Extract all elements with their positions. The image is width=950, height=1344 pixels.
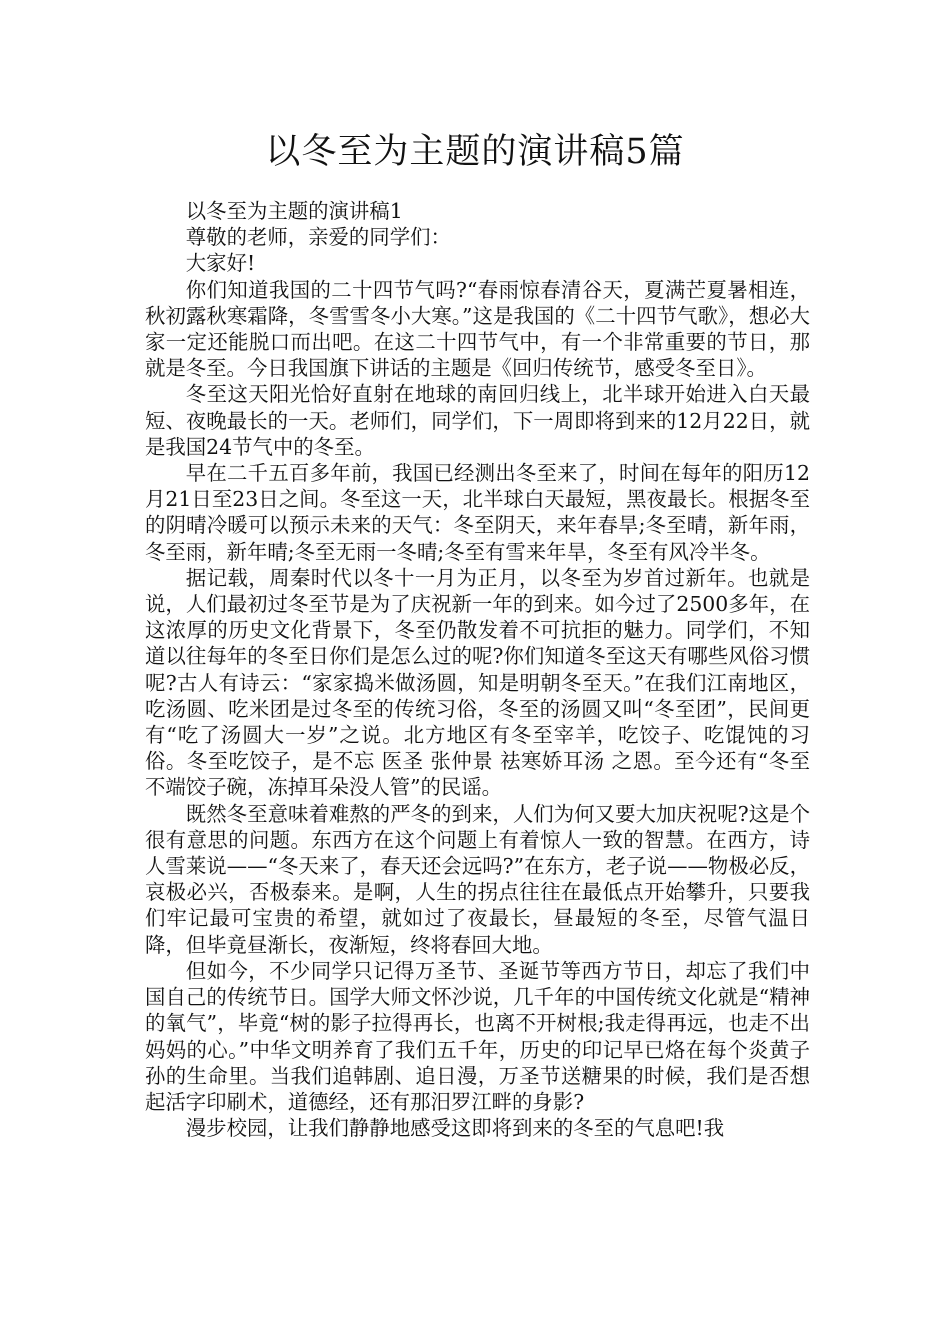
- salutation: 尊敬的老师，亲爱的同学们：: [185, 225, 451, 250]
- paragraph: 据记载，周秦时代以冬十一月为正月，以冬至为岁首过新年。也就是说，人们最初过冬至节是为了庆祝新一年的到来。如今过了2500多年，在这浓厚的历史文化背景下，冬至仍散发着不可抗拒的魅力。同学们，不知道以往每年的冬至日你们是怎么过的呢?你们知道冬至这天有哪些风俗习惯呢?古人有诗云：“家家捣米做汤圆，知是明朝冬至天。”在我们江南地区，吃汤圆、吃米团是过冬至的传统习俗，冬至的汤圆又叫“冬至团”，民间更有“吃了汤圆大一岁”之说。北方地区有冬至宰羊，吃饺子、吃馄饨的习俗。冬至吃饺子，是不忘 医圣 张仲景 祛寒娇耳汤 之恩。至今还有“冬至不端饺子碗，冻掉耳朵没人管”的民谣。: [145, 565, 810, 800]
- paragraph: 你们知道我国的二十四节气吗?“春雨惊春清谷天，夏满芒夏暑相连，秋初露秋寒霜降，冬雪雪冬小大寒。”这是我国的《二十四节气歌》，想必大家一定还能脱口而出吧。在这二十四节气中，有一个非常重要的节日，那就是冬至。今日我国旗下讲话的主题是《回归传统节，感受冬至日》。: [145, 277, 810, 381]
- greeting: 大家好!: [185, 251, 256, 276]
- document-body: [145, 198, 810, 1141]
- paragraph-continued: 漫步校园，让我们静静地感受这即将到来的冬至的气息吧!我: [185, 1116, 725, 1141]
- paragraph: 既然冬至意味着难熬的严冬的到来，人们为何又要大加庆祝呢?这是个很有意思的问题。东西方在这个问题上有着惊人一致的智慧。在西方，诗人雪莱说——“冬天来了，春天还会远吗?”在东方，老子说——物极必反，哀极必兴，否极泰来。是啊，人生的拐点往往在最低点开始攀升，只要我们牢记最可宝贵的希望，就如过了夜最长，昼最短的冬至，尽管气温日降，但毕竟昼渐长，夜渐短，终将春回大地。: [145, 801, 810, 957]
- paragraph: 但如今，不少同学只记得万圣节、圣诞节等西方节日，却忘了我们中国自己的传统节日。国学大师文怀沙说，几千年的中国传统文化就是“精神的氧气”，毕竟“树的影子拉得再长，也离不开树根;我走得再远，也走不出妈妈的心。”中华文明养育了我们五千年，历史的印记早已烙在每个炎黄子孙的生命里。当我们追韩剧、追日漫，万圣节送糖果的时候，我们是否想起活字印刷术，道德经，还有那汨罗江畔的身影?: [145, 958, 810, 1114]
- speech-heading: 以冬至为主题的演讲稿1: [185, 199, 403, 223]
- document-title: 以冬至为主题的演讲稿5篇: [265, 132, 685, 172]
- paragraph: 冬至这天阳光恰好直射在地球的南回归线上，北半球开始进入白天最短、夜晚最长的一天。老师们，同学们，下一周即将到来的12月22日，就是我国24节气中的冬至。: [145, 382, 810, 459]
- paragraph: 早在二千五百多年前，我国已经测出冬至来了，时间在每年的阳历12月21日至23日之间。冬至这一天，北半球白天最短，黑夜最长。根据冬至的阴晴冷暖可以预示未来的天气：冬至阴天，来年春旱;冬至晴，新年雨，冬至雨，新年晴;冬至无雨一冬晴;冬至有雪来年旱，冬至有风冷半冬。: [145, 461, 810, 564]
